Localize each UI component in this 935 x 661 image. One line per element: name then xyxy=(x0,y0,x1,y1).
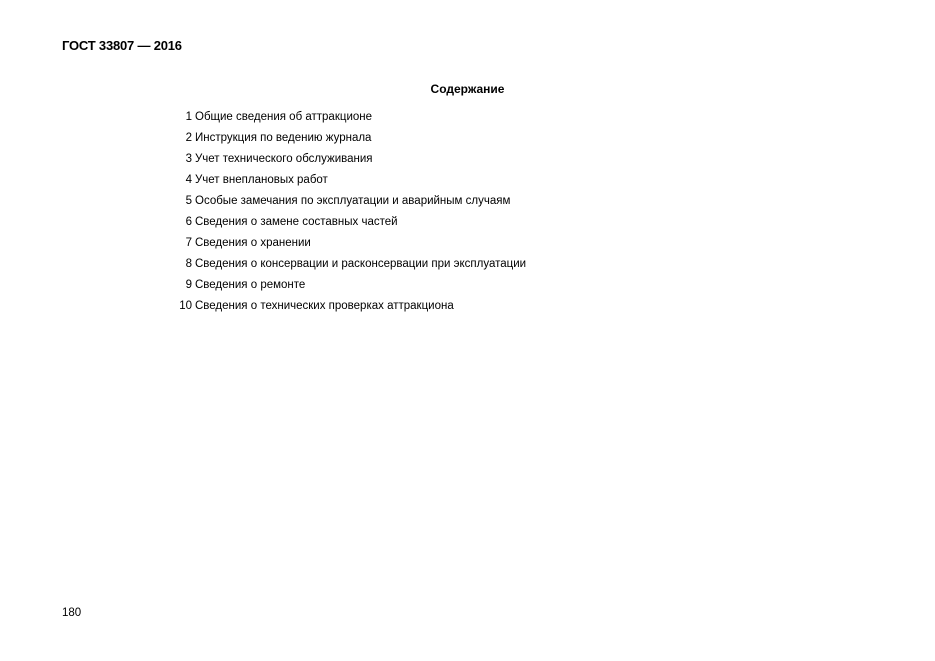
table-of-contents xyxy=(150,110,526,320)
toc-item xyxy=(150,299,526,320)
toc-item-text: Сведения о замене составных частей xyxy=(195,216,398,228)
toc-item xyxy=(150,110,526,131)
toc-item-text: Особые замечания по эксплуатации и аварийным случаям xyxy=(195,195,511,207)
toc-item xyxy=(150,278,526,299)
toc-item-number: 2 xyxy=(185,132,192,144)
toc-item xyxy=(150,236,526,257)
toc-item-text: Учет внеплановых работ xyxy=(195,174,328,186)
toc-item-number: 6 xyxy=(185,216,192,228)
toc-item-number: 5 xyxy=(185,195,192,207)
toc-item-text: Сведения о хранении xyxy=(195,237,311,249)
toc-item xyxy=(150,215,526,236)
document-standard-title: ГОСТ 33807 — 2016 xyxy=(62,38,182,53)
page-number: 180 xyxy=(62,607,82,619)
toc-item xyxy=(150,152,526,173)
toc-item xyxy=(150,131,526,152)
toc-item-text: Общие сведения об аттракционе xyxy=(195,111,373,123)
toc-item xyxy=(150,194,526,215)
toc-item xyxy=(150,173,526,194)
toc-item xyxy=(150,257,526,278)
toc-item-number: 1 xyxy=(185,111,192,123)
toc-item-number: 4 xyxy=(185,174,192,186)
toc-item-number: 7 xyxy=(185,237,192,249)
toc-item-number: 8 xyxy=(185,258,192,270)
toc-item-number: 3 xyxy=(185,153,192,165)
toc-item-number: 9 xyxy=(185,279,192,291)
toc-item-text: Инструкция по ведению журнала xyxy=(195,132,372,144)
toc-item-text: Сведения о технических проверках аттракциона xyxy=(195,300,454,312)
toc-item-text: Сведения о консервации и расконсервации при эксплуатации xyxy=(195,258,527,270)
toc-heading: Содержание xyxy=(430,82,505,96)
toc-item-text: Сведения о ремонте xyxy=(195,279,306,291)
toc-item-number: 10 xyxy=(179,300,192,312)
toc-item-text: Учет технического обслуживания xyxy=(195,153,373,165)
